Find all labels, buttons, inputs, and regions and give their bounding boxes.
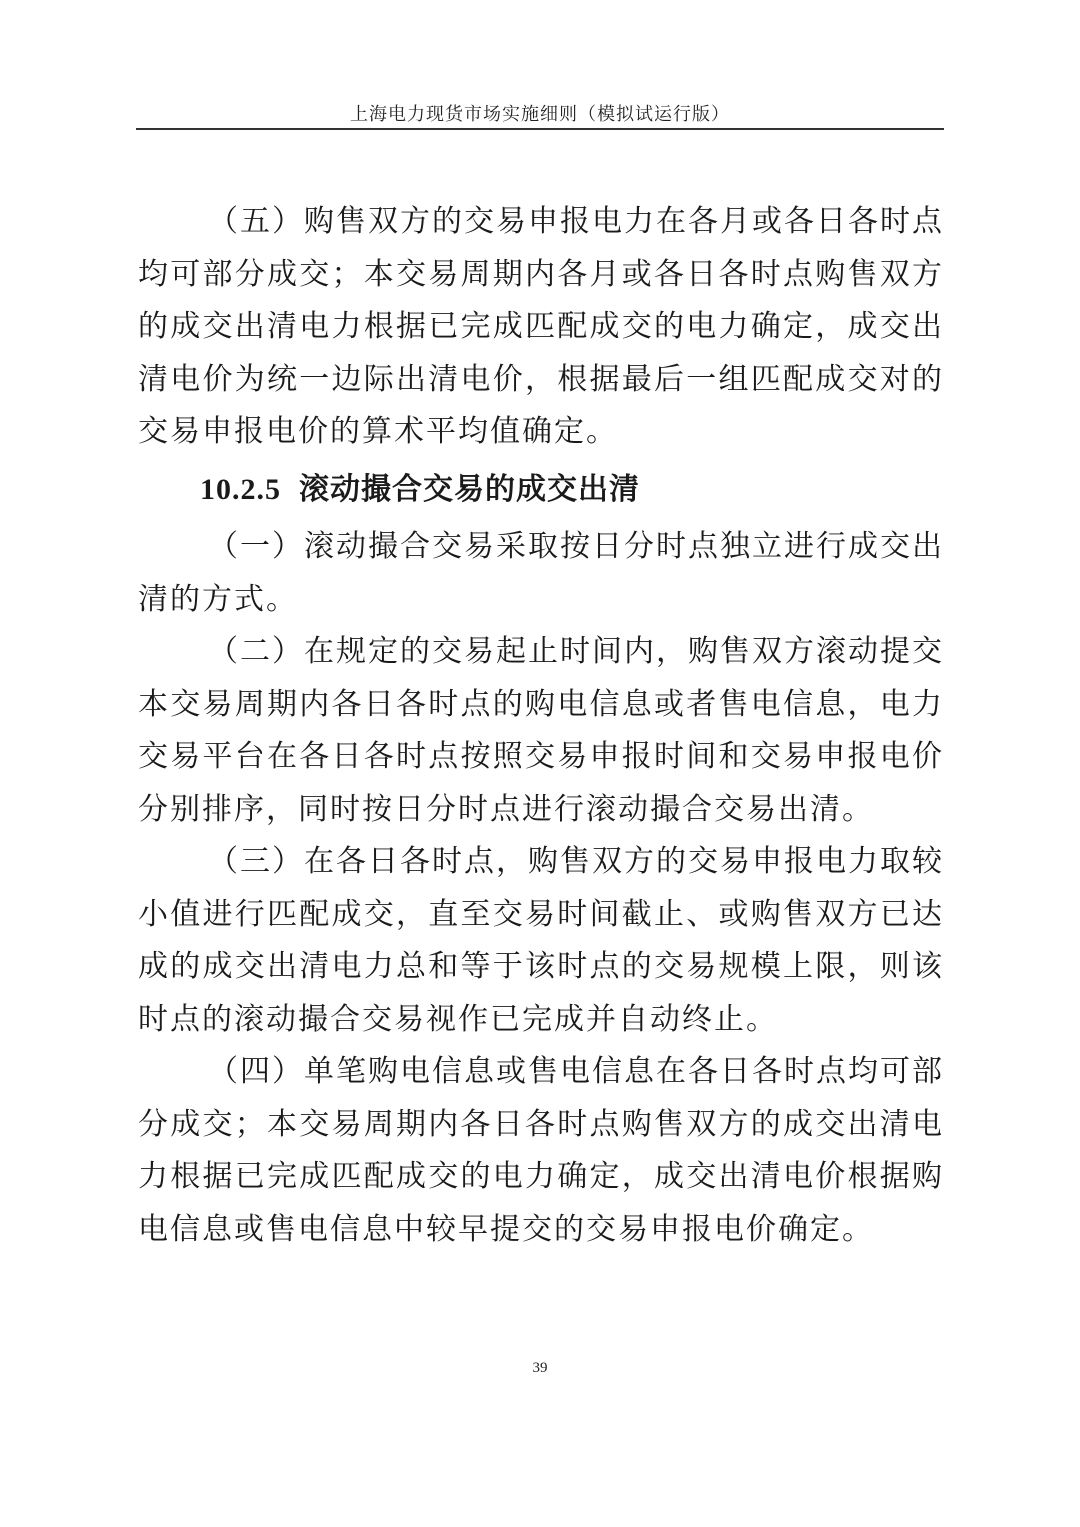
paragraph-3: （三）在各日各时点，购售双方的交易申报电力取较小值进行匹配成交，直至交易时间截止、或购售双方已达成的成交出清电力总和等于该时点的交易规模上限，则该时点的滚动撮合交易视作已完成并自动终止。 (138, 844, 944, 1037)
paragraph-5-partial-trade: （五）购售双方的交易申报电力在各月或各日各时点均可部分成交；本交易周期内各月或各日各时点购售双方的成交出清电力根据已完成匹配成交的电力确定，成交出清电价为统一边际出清电价，根据最后一组匹配成交对的交易申报电价的算术平均值确定。 (138, 204, 944, 449)
section-heading (200, 464, 944, 517)
document-header-title: 上海电力现货市场实施细则（模拟试运行版） (350, 104, 730, 125)
paragraph-4: （四）单笔购电信息或售电信息在各日各时点均可部分成交；本交易周期内各日各时点购售双方的成交出清电力根据已完成匹配成交的电力确定，成交出清电价根据购电信息或售电信息中较早提交的交易申报电价确定。 (138, 1054, 944, 1247)
header-divider (136, 128, 944, 130)
paragraph-1: （一）滚动撮合交易采取按日分时点独立进行成交出清的方式。 (138, 529, 944, 617)
paragraph-2: （二）在规定的交易起止时间内，购售双方滚动提交本交易周期内各日各时点的购电信息或者售电信息，电力交易平台在各日各时点按照交易申报时间和交易申报电价分别排序，同时按日分时点进行滚动撮合交易出清。 (138, 634, 944, 827)
page-number: 39 (532, 1360, 548, 1376)
section-heading-number: 10.2.5 (200, 472, 281, 506)
section-heading-title: 滚动撮合交易的成交出清 (299, 471, 640, 507)
document-body (138, 196, 944, 1256)
